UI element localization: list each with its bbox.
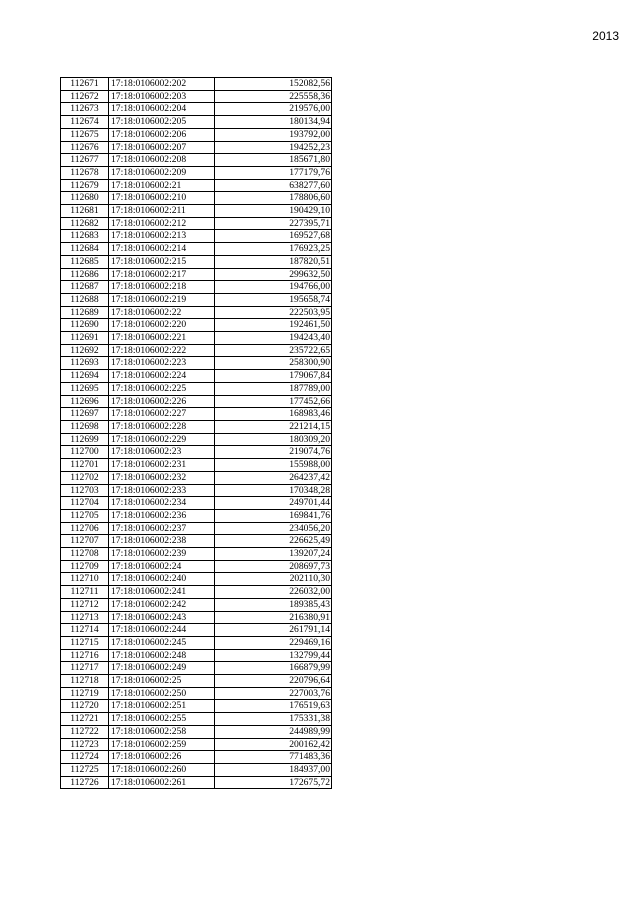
table-row [61, 306, 332, 319]
row-id-cell: 112692 [61, 344, 109, 357]
cadastral-number-cell: 17:18:0106002:236 [109, 509, 215, 522]
row-id-cell: 112697 [61, 408, 109, 421]
row-id-cell: 112717 [61, 662, 109, 675]
row-id-cell: 112687 [61, 281, 109, 294]
cadastral-number-cell: 17:18:0106002:260 [109, 763, 215, 776]
cadastral-number-cell: 17:18:0106002:203 [109, 90, 215, 103]
cadastral-value-cell: 184937,00 [215, 763, 332, 776]
row-id-cell: 112705 [61, 509, 109, 522]
table-row [61, 560, 332, 573]
table-row [61, 217, 332, 230]
row-id-cell: 112695 [61, 382, 109, 395]
table-row [61, 675, 332, 688]
cadastral-number-cell: 17:18:0106002:244 [109, 624, 215, 637]
table-row [61, 446, 332, 459]
cadastral-value-cell: 258300,90 [215, 357, 332, 370]
table-row [61, 268, 332, 281]
table-row [61, 319, 332, 332]
cadastral-number-cell: 17:18:0106002:261 [109, 776, 215, 789]
row-id-cell: 112679 [61, 179, 109, 192]
row-id-cell: 112718 [61, 675, 109, 688]
cadastral-number-cell: 17:18:0106002:231 [109, 459, 215, 472]
row-id-cell: 112712 [61, 598, 109, 611]
cadastral-number-cell: 17:18:0106002:22 [109, 306, 215, 319]
table-row [61, 154, 332, 167]
cadastral-value-cell: 192461,50 [215, 319, 332, 332]
row-id-cell: 112715 [61, 636, 109, 649]
table-row [61, 141, 332, 154]
cadastral-value-cell: 169527,68 [215, 230, 332, 243]
cadastral-value-cell: 235722,65 [215, 344, 332, 357]
cadastral-value-cell: 194252,23 [215, 141, 332, 154]
cadastral-number-cell: 17:18:0106002:255 [109, 713, 215, 726]
cadastral-number-cell: 17:18:0106002:26 [109, 751, 215, 764]
row-id-cell: 112710 [61, 573, 109, 586]
cadastral-value-cell: 264237,42 [215, 471, 332, 484]
table-row [61, 116, 332, 129]
cadastral-number-cell: 17:18:0106002:202 [109, 78, 215, 91]
cadastral-number-cell: 17:18:0106002:210 [109, 192, 215, 205]
table-row [61, 395, 332, 408]
table-row [61, 636, 332, 649]
cadastral-number-cell: 17:18:0106002:24 [109, 560, 215, 573]
cadastral-number-cell: 17:18:0106002:245 [109, 636, 215, 649]
cadastral-number-cell: 17:18:0106002:251 [109, 700, 215, 713]
cadastral-value-cell: 208697,73 [215, 560, 332, 573]
cadastral-number-cell: 17:18:0106002:222 [109, 344, 215, 357]
cadastral-number-cell: 17:18:0106002:214 [109, 243, 215, 256]
table-row [61, 738, 332, 751]
cadastral-number-cell: 17:18:0106002:206 [109, 128, 215, 141]
cadastral-number-cell: 17:18:0106002:213 [109, 230, 215, 243]
cadastral-value-cell: 175331,38 [215, 713, 332, 726]
table-row [61, 420, 332, 433]
table-row [61, 78, 332, 91]
cadastral-number-cell: 17:18:0106002:242 [109, 598, 215, 611]
table-row [61, 332, 332, 345]
row-id-cell: 112682 [61, 217, 109, 230]
cadastral-number-cell: 17:18:0106002:225 [109, 382, 215, 395]
cadastral-value-cell: 219576,00 [215, 103, 332, 116]
row-id-cell: 112680 [61, 192, 109, 205]
row-id-cell: 112700 [61, 446, 109, 459]
row-id-cell: 112716 [61, 649, 109, 662]
row-id-cell: 112685 [61, 255, 109, 268]
page-number: 2013 [592, 29, 619, 43]
row-id-cell: 112699 [61, 433, 109, 446]
cadastral-number-cell: 17:18:0106002:238 [109, 535, 215, 548]
table-row [61, 357, 332, 370]
cadastral-value-cell: 249701,44 [215, 497, 332, 510]
cadastral-number-cell: 17:18:0106002:207 [109, 141, 215, 154]
cadastral-number-cell: 17:18:0106002:258 [109, 725, 215, 738]
table-row [61, 522, 332, 535]
row-id-cell: 112714 [61, 624, 109, 637]
cadastral-number-cell: 17:18:0106002:233 [109, 484, 215, 497]
cadastral-value-cell: 185671,80 [215, 154, 332, 167]
row-id-cell: 112704 [61, 497, 109, 510]
cadastral-number-cell: 17:18:0106002:25 [109, 675, 215, 688]
cadastral-number-cell: 17:18:0106002:250 [109, 687, 215, 700]
cadastral-value-cell: 194243,40 [215, 332, 332, 345]
cadastral-value-cell: 771483,36 [215, 751, 332, 764]
table-row [61, 611, 332, 624]
cadastral-number-cell: 17:18:0106002:240 [109, 573, 215, 586]
cadastral-number-cell: 17:18:0106002:218 [109, 281, 215, 294]
cadastral-number-cell: 17:18:0106002:249 [109, 662, 215, 675]
cadastral-value-cell: 221214,15 [215, 420, 332, 433]
table-row [61, 192, 332, 205]
row-id-cell: 112683 [61, 230, 109, 243]
cadastral-number-cell: 17:18:0106002:208 [109, 154, 215, 167]
cadastral-number-cell: 17:18:0106002:226 [109, 395, 215, 408]
table-row [61, 763, 332, 776]
cadastral-number-cell: 17:18:0106002:248 [109, 649, 215, 662]
table-row [61, 713, 332, 726]
cadastral-number-cell: 17:18:0106002:229 [109, 433, 215, 446]
table-row [61, 293, 332, 306]
cadastral-value-cell: 132799,44 [215, 649, 332, 662]
cadastral-number-cell: 17:18:0106002:228 [109, 420, 215, 433]
cadastral-number-cell: 17:18:0106002:220 [109, 319, 215, 332]
row-id-cell: 112711 [61, 586, 109, 599]
table-row [61, 370, 332, 383]
cadastral-number-cell: 17:18:0106002:221 [109, 332, 215, 345]
cadastral-value-cell: 261791,14 [215, 624, 332, 637]
row-id-cell: 112706 [61, 522, 109, 535]
cadastral-value-cell: 166879,99 [215, 662, 332, 675]
cadastral-value-cell: 190429,10 [215, 205, 332, 218]
table-row [61, 497, 332, 510]
row-id-cell: 112713 [61, 611, 109, 624]
cadastral-number-cell: 17:18:0106002:243 [109, 611, 215, 624]
cadastral-value-cell: 202110,30 [215, 573, 332, 586]
table-row [61, 687, 332, 700]
row-id-cell: 112690 [61, 319, 109, 332]
cadastral-number-cell: 17:18:0106002:219 [109, 293, 215, 306]
cadastral-value-cell: 226625,49 [215, 535, 332, 548]
table-row [61, 471, 332, 484]
table-row [61, 649, 332, 662]
cadastral-number-cell: 17:18:0106002:241 [109, 586, 215, 599]
row-id-cell: 112678 [61, 166, 109, 179]
cadastral-value-cell: 193792,00 [215, 128, 332, 141]
cadastral-number-cell: 17:18:0106002:227 [109, 408, 215, 421]
cadastral-value-cell: 216380,91 [215, 611, 332, 624]
cadastral-number-cell: 17:18:0106002:237 [109, 522, 215, 535]
cadastral-value-cell: 177452,66 [215, 395, 332, 408]
cadastral-value-cell: 180309,20 [215, 433, 332, 446]
row-id-cell: 112709 [61, 560, 109, 573]
row-id-cell: 112701 [61, 459, 109, 472]
table-row [61, 90, 332, 103]
row-id-cell: 112676 [61, 141, 109, 154]
cadastral-value-cell: 229469,16 [215, 636, 332, 649]
cadastral-value-cell: 200162,42 [215, 738, 332, 751]
cadastral-number-cell: 17:18:0106002:204 [109, 103, 215, 116]
row-id-cell: 112720 [61, 700, 109, 713]
cadastral-value-cell: 187820,51 [215, 255, 332, 268]
cadastral-value-cell: 172675,72 [215, 776, 332, 789]
row-id-cell: 112707 [61, 535, 109, 548]
table-row [61, 548, 332, 561]
cadastral-value-cell: 225558,36 [215, 90, 332, 103]
cadastral-number-cell: 17:18:0106002:239 [109, 548, 215, 561]
row-id-cell: 112726 [61, 776, 109, 789]
table-row [61, 103, 332, 116]
cadastral-value-cell: 195658,74 [215, 293, 332, 306]
table-row [61, 243, 332, 256]
cadastral-number-cell: 17:18:0106002:215 [109, 255, 215, 268]
row-id-cell: 112684 [61, 243, 109, 256]
table-row [61, 459, 332, 472]
cadastral-value-cell: 177179,76 [215, 166, 332, 179]
cadastral-number-cell: 17:18:0106002:224 [109, 370, 215, 383]
table-body [61, 78, 332, 789]
table-row [61, 382, 332, 395]
table-row [61, 662, 332, 675]
row-id-cell: 112681 [61, 205, 109, 218]
table-row [61, 624, 332, 637]
cadastral-value-cell: 176923,25 [215, 243, 332, 256]
table-row [61, 128, 332, 141]
table-row [61, 408, 332, 421]
row-id-cell: 112694 [61, 370, 109, 383]
table-row [61, 586, 332, 599]
row-id-cell: 112696 [61, 395, 109, 408]
cadastral-value-cell: 244989,99 [215, 725, 332, 738]
row-id-cell: 112677 [61, 154, 109, 167]
cadastral-number-cell: 17:18:0106002:234 [109, 497, 215, 510]
row-id-cell: 112722 [61, 725, 109, 738]
cadastral-value-cell: 638277,60 [215, 179, 332, 192]
row-id-cell: 112719 [61, 687, 109, 700]
cadastral-value-cell: 222503,95 [215, 306, 332, 319]
cadastral-value-table [60, 77, 332, 789]
cadastral-number-cell: 17:18:0106002:223 [109, 357, 215, 370]
cadastral-value-cell: 180134,94 [215, 116, 332, 129]
table-row [61, 230, 332, 243]
row-id-cell: 112702 [61, 471, 109, 484]
table-row [61, 776, 332, 789]
cadastral-value-cell: 234056,20 [215, 522, 332, 535]
cadastral-value-cell: 152082,56 [215, 78, 332, 91]
row-id-cell: 112671 [61, 78, 109, 91]
table-row [61, 179, 332, 192]
row-id-cell: 112686 [61, 268, 109, 281]
cadastral-number-cell: 17:18:0106002:23 [109, 446, 215, 459]
table-row [61, 509, 332, 522]
row-id-cell: 112721 [61, 713, 109, 726]
cadastral-value-cell: 169841,76 [215, 509, 332, 522]
cadastral-number-cell: 17:18:0106002:217 [109, 268, 215, 281]
cadastral-number-cell: 17:18:0106002:21 [109, 179, 215, 192]
row-id-cell: 112689 [61, 306, 109, 319]
table-row [61, 751, 332, 764]
cadastral-value-cell: 227003,76 [215, 687, 332, 700]
row-id-cell: 112698 [61, 420, 109, 433]
cadastral-number-cell: 17:18:0106002:259 [109, 738, 215, 751]
table-row [61, 535, 332, 548]
cadastral-value-cell: 226032,00 [215, 586, 332, 599]
row-id-cell: 112691 [61, 332, 109, 345]
table-row [61, 255, 332, 268]
row-id-cell: 112693 [61, 357, 109, 370]
row-id-cell: 112725 [61, 763, 109, 776]
cadastral-value-cell: 179067,84 [215, 370, 332, 383]
table-row [61, 725, 332, 738]
row-id-cell: 112723 [61, 738, 109, 751]
cadastral-value-cell: 176519,63 [215, 700, 332, 713]
cadastral-number-cell: 17:18:0106002:212 [109, 217, 215, 230]
row-id-cell: 112674 [61, 116, 109, 129]
cadastral-value-cell: 178806,60 [215, 192, 332, 205]
row-id-cell: 112688 [61, 293, 109, 306]
row-id-cell: 112708 [61, 548, 109, 561]
table-row [61, 281, 332, 294]
row-id-cell: 112672 [61, 90, 109, 103]
cadastral-value-cell: 299632,50 [215, 268, 332, 281]
cadastral-number-cell: 17:18:0106002:205 [109, 116, 215, 129]
row-id-cell: 112675 [61, 128, 109, 141]
cadastral-value-cell: 155988,00 [215, 459, 332, 472]
row-id-cell: 112703 [61, 484, 109, 497]
table-row [61, 484, 332, 497]
cadastral-value-cell: 187789,00 [215, 382, 332, 395]
cadastral-value-cell: 227395,71 [215, 217, 332, 230]
row-id-cell: 112724 [61, 751, 109, 764]
cadastral-value-cell: 194766,00 [215, 281, 332, 294]
cadastral-value-cell: 189385,43 [215, 598, 332, 611]
cadastral-number-cell: 17:18:0106002:209 [109, 166, 215, 179]
table-row [61, 573, 332, 586]
cadastral-value-cell: 139207,24 [215, 548, 332, 561]
table-row [61, 598, 332, 611]
cadastral-number-cell: 17:18:0106002:232 [109, 471, 215, 484]
cadastral-value-cell: 170348,28 [215, 484, 332, 497]
row-id-cell: 112673 [61, 103, 109, 116]
cadastral-value-cell: 220796,64 [215, 675, 332, 688]
table-row [61, 700, 332, 713]
cadastral-number-cell: 17:18:0106002:211 [109, 205, 215, 218]
cadastral-value-cell: 168983,46 [215, 408, 332, 421]
table-row [61, 433, 332, 446]
table-row [61, 205, 332, 218]
table-row [61, 166, 332, 179]
table-row [61, 344, 332, 357]
cadastral-value-cell: 219074,76 [215, 446, 332, 459]
